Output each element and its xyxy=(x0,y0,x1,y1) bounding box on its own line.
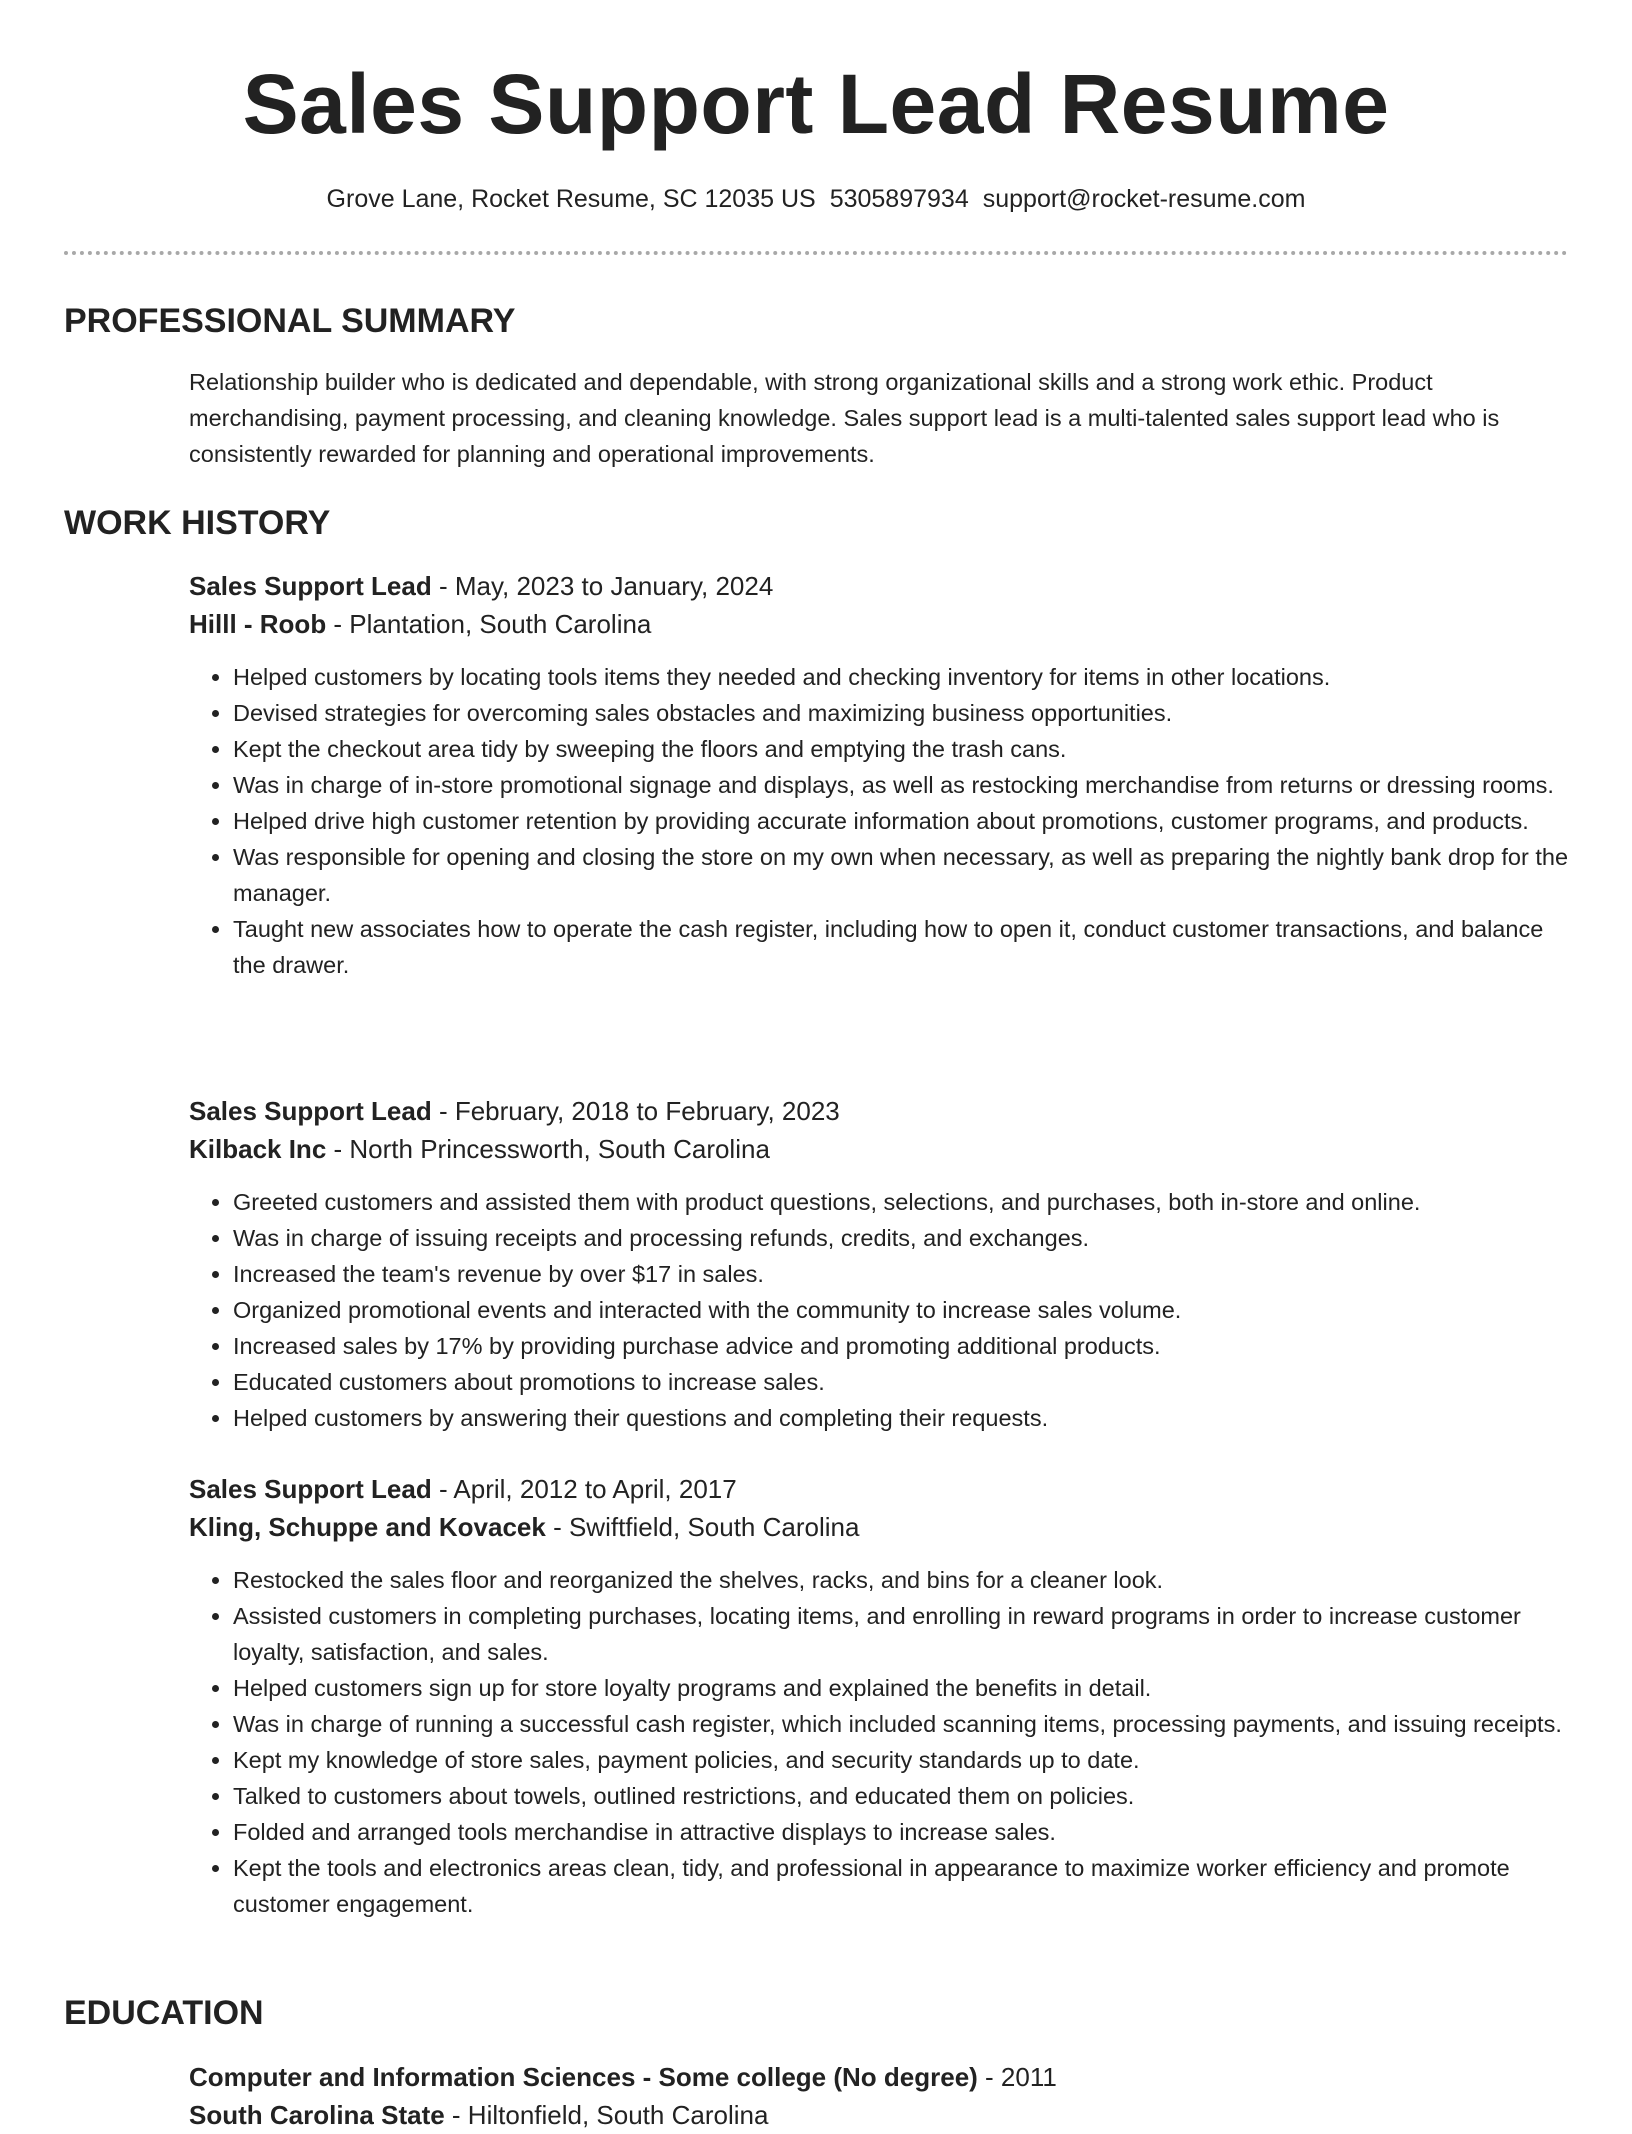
job-entry-2 xyxy=(189,1092,1569,1436)
job-location: - Swiftfield, South Carolina xyxy=(545,1512,860,1542)
job-entry-1 xyxy=(189,567,1569,983)
contact-address: Grove Lane, Rocket Resume, SC 12035 US xyxy=(326,185,816,213)
list-item: • Assisted customers in completing purchases, locating items, and enrolling in reward programs in order to increase customer loyalty, satisfaction, and sales. xyxy=(233,1598,1569,1670)
list-item: • Kept my knowledge of store sales, payment policies, and security standards up to date. xyxy=(233,1742,1569,1778)
job-title-line xyxy=(189,1470,1569,1508)
job-company-line xyxy=(189,605,1569,643)
list-item: • Was in charge of in-store promotional signage and displays, as well as restocking merchandise from returns or dressing rooms. xyxy=(233,767,1569,803)
education-school: South Carolina State xyxy=(189,2100,445,2130)
list-item: • Kept the tools and electronics areas clean, tidy, and professional in appearance to maximize worker efficiency and promote customer engagement. xyxy=(233,1850,1569,1922)
list-item: • Organized promotional events and interacted with the community to increase sales volume. xyxy=(233,1292,1569,1328)
job-dates: - February, 2018 to February, 2023 xyxy=(431,1096,840,1126)
list-item: • Increased sales by 17% by providing purchase advice and promoting additional products. xyxy=(233,1328,1569,1364)
list-item: • Talked to customers about towels, outlined restrictions, and educated them on policies. xyxy=(233,1778,1569,1814)
list-item: • Helped customers sign up for store loyalty programs and explained the benefits in detail. xyxy=(233,1670,1569,1706)
job-entry-3 xyxy=(189,1470,1569,1922)
job-title: Sales Support Lead xyxy=(189,1096,432,1126)
section-title-summary: PROFESSIONAL SUMMARY xyxy=(64,302,516,340)
contact-line xyxy=(0,183,1632,215)
education-location: - Hiltonfield, South Carolina xyxy=(444,2100,769,2130)
section-title-education: EDUCATION xyxy=(64,1994,264,2032)
job-title-line xyxy=(189,1092,1569,1130)
job-title: Sales Support Lead xyxy=(189,571,432,601)
job-company-line xyxy=(189,1130,1569,1168)
list-item: • Devised strategies for overcoming sales obstacles and maximizing business opportunities. xyxy=(233,695,1569,731)
list-item: • Restocked the sales floor and reorganized the shelves, racks, and bins for a cleaner look. xyxy=(233,1562,1569,1598)
job-title: Sales Support Lead xyxy=(189,1474,432,1504)
job-location: - Plantation, South Carolina xyxy=(326,609,652,639)
list-item: • Helped drive high customer retention by providing accurate information about promotions, customer programs, and products. xyxy=(233,803,1569,839)
job-bullets xyxy=(189,1184,1569,1436)
education-degree: Computer and Information Sciences - Some college (No degree) xyxy=(189,2062,978,2092)
education-year: - 2011 xyxy=(977,2062,1057,2092)
education-entry xyxy=(189,2058,1569,2134)
resume-title: Sales Support Lead Resume xyxy=(242,57,1390,151)
summary-text: Relationship builder who is dedicated and dependable, with strong organizational skills and a strong work ethic. Product merchandising, payment processing, and cleaning knowledge. Sales support lead is a multi-talented sales support lead who is consistently rewarded for planning and operational improvements. xyxy=(189,369,1500,467)
education-school-line xyxy=(189,2096,1569,2134)
list-item: • Was in charge of running a successful cash register, which included scanning items, processing payments, and issuing receipts. xyxy=(233,1706,1569,1742)
list-item: • Was in charge of issuing receipts and processing refunds, credits, and exchanges. xyxy=(233,1220,1569,1256)
job-bullets xyxy=(189,659,1569,983)
job-title-line xyxy=(189,567,1569,605)
list-item: • Helped customers by locating tools items they needed and checking inventory for items in other locations. xyxy=(233,659,1569,695)
contact-phone: 5305897934 xyxy=(829,185,969,213)
contact-email: support@rocket-resume.com xyxy=(982,185,1306,213)
list-item: • Taught new associates how to operate the cash register, including how to open it, conduct customer transactions, and balance the drawer. xyxy=(233,911,1569,983)
list-item: • Folded and arranged tools merchandise in attractive displays to increase sales. xyxy=(233,1814,1569,1850)
job-location: - North Princessworth, South Carolina xyxy=(326,1134,770,1164)
list-item: • Increased the team's revenue by over $17 in sales. xyxy=(233,1256,1569,1292)
list-item: • Was responsible for opening and closing the store on my own when necessary, as well as preparing the nightly bank drop for the manager. xyxy=(233,839,1569,911)
job-company: Kling, Schuppe and Kovacek xyxy=(189,1512,546,1542)
section-title-work-history: WORK HISTORY xyxy=(64,504,331,542)
list-item: • Educated customers about promotions to increase sales. xyxy=(233,1364,1569,1400)
job-company-line xyxy=(189,1508,1569,1546)
list-item: • Kept the checkout area tidy by sweeping the floors and emptying the trash cans. xyxy=(233,731,1569,767)
job-company: Hilll - Roob xyxy=(189,609,327,639)
list-item: • Helped customers by answering their questions and completing their requests. xyxy=(233,1400,1569,1436)
job-dates: - May, 2023 to January, 2024 xyxy=(431,571,774,601)
header-divider xyxy=(64,251,1568,255)
education-degree-line xyxy=(189,2058,1569,2096)
job-dates: - April, 2012 to April, 2017 xyxy=(431,1474,737,1504)
list-item: • Greeted customers and assisted them with product questions, selections, and purchases, both in-store and online. xyxy=(233,1184,1569,1220)
job-company: Kilback Inc xyxy=(189,1134,327,1164)
job-bullets xyxy=(189,1562,1569,1922)
